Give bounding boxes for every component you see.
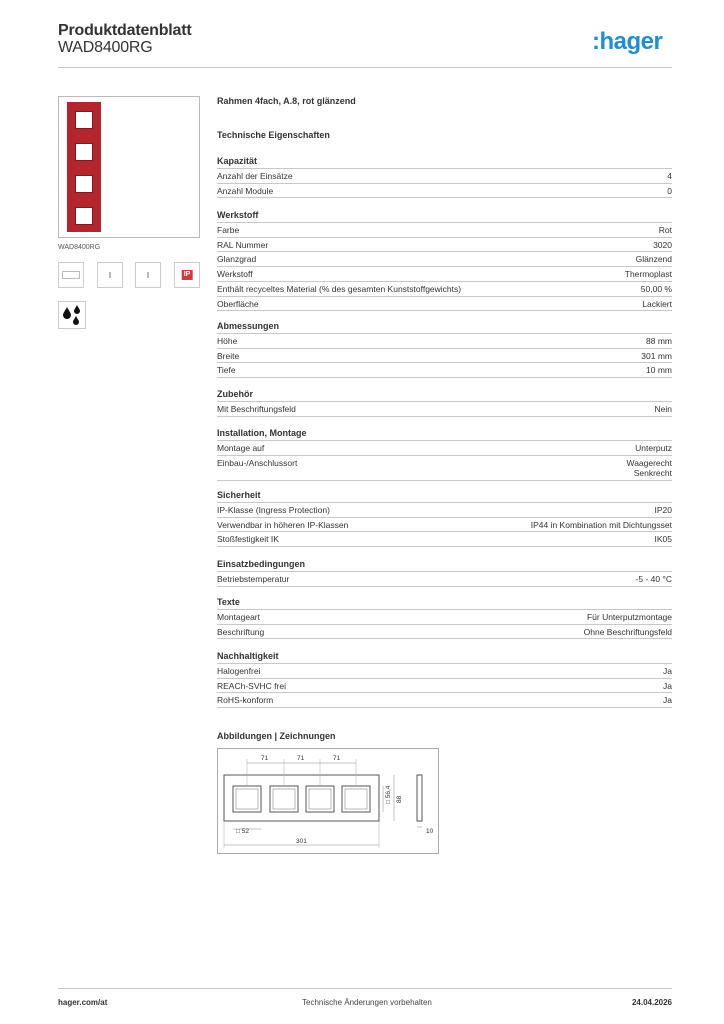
spec-value <box>663 681 672 692</box>
section-end-line <box>217 707 672 708</box>
water-drops-icon <box>58 301 86 329</box>
spec-value-line: Glänzend <box>635 254 672 265</box>
technical-drawing <box>217 748 439 854</box>
spec-key: Anzahl Module <box>217 185 274 196</box>
spec-key: Werkstoff <box>217 269 253 280</box>
spec-row <box>217 624 672 639</box>
spec-value <box>587 612 672 623</box>
image-caption: WAD8400RG <box>58 244 101 251</box>
spec-row <box>217 222 672 237</box>
section-title: Nachhaltigkeit <box>217 651 279 661</box>
dim-height: 88 <box>396 795 403 803</box>
spec-row <box>217 401 672 416</box>
spec-value-line: Nein <box>654 404 672 414</box>
section-end-line <box>217 546 672 547</box>
spec-value-line: Ja <box>663 695 672 706</box>
spec-key: Anzahl der Einsätze <box>217 171 293 181</box>
single-bar-icon <box>135 262 161 288</box>
dim-pitch-2: 71 <box>297 755 305 762</box>
frame-opening <box>75 143 93 161</box>
spec-value <box>667 171 672 182</box>
spec-row <box>217 531 672 546</box>
spec-key: RAL Nummer <box>217 239 269 250</box>
frame-opening <box>75 207 93 225</box>
spec-key: Montageart <box>217 612 260 622</box>
spec-value-line: 50,00 % <box>640 283 672 294</box>
article-number: WAD8400RG <box>58 39 153 56</box>
spec-row <box>217 663 672 678</box>
spec-key: Farbe <box>217 225 240 235</box>
spec-value-line: 4 <box>667 171 672 181</box>
section-end-line <box>217 416 672 417</box>
spec-value <box>636 574 672 585</box>
frame-opening <box>75 111 93 129</box>
spec-value-line: Rot <box>658 225 672 235</box>
spec-key: Beschriftung <box>217 626 265 637</box>
page-title: Produktdatenblatt <box>58 22 192 39</box>
spec-value <box>655 505 673 516</box>
spec-value <box>659 225 672 236</box>
section-title: Zubehör <box>217 389 253 399</box>
spec-value-line: 301 mm <box>641 350 672 361</box>
spec-value <box>663 695 672 706</box>
spec-value-line: 10 mm <box>646 365 672 376</box>
dim-inner: □ 56,4 <box>385 785 392 804</box>
spec-value-line: -5 - 40 °C <box>635 574 672 584</box>
spec-row <box>217 296 672 311</box>
spec-row <box>217 678 672 693</box>
section-title: Texte <box>217 597 240 607</box>
dim-pitch-1: 71 <box>261 755 269 762</box>
section-end-line <box>217 197 672 198</box>
dim-pitch-3: 71 <box>333 755 341 762</box>
tech-heading: Technische Eigenschaften <box>217 130 330 140</box>
spec-value <box>584 627 672 638</box>
section-end-line <box>217 480 672 481</box>
spec-value-line: Thermoplast <box>624 269 672 280</box>
spec-value <box>641 351 672 362</box>
spec-value-line: IP20 <box>654 505 672 515</box>
footer-note: Technische Änderungen vorbehalten <box>302 998 432 1007</box>
spec-value <box>626 458 672 479</box>
spec-key: Halogenfrei <box>217 666 261 676</box>
dim-depth: 10 <box>426 828 434 835</box>
spec-row <box>217 281 672 296</box>
section-end-line <box>217 638 672 639</box>
footer-date: 24.04.2026 <box>631 998 672 1007</box>
single-bar-icon <box>97 262 123 288</box>
spec-value-line: IP44 in Kombination mit Dichtungsset <box>530 519 672 530</box>
section-title: Abmessungen <box>217 321 280 331</box>
spec-value-line: Für Unterputzmontage <box>586 612 672 622</box>
section-end-line <box>217 586 672 587</box>
spec-value-line: Ja <box>663 666 672 676</box>
spec-value-line: Senkrecht <box>633 468 672 479</box>
spec-value <box>642 299 672 310</box>
spec-key: Stoßfestigkeit IK <box>217 534 279 545</box>
drawings-title: Abbildungen | Zeichnungen <box>217 731 336 741</box>
spec-value <box>636 254 672 265</box>
section-title: Sicherheit <box>217 490 261 500</box>
spec-row <box>217 502 672 517</box>
section-end-line <box>217 377 672 378</box>
section-title: Einsatzbedingungen <box>217 559 306 569</box>
frame-outline-icon <box>58 262 84 288</box>
spec-value <box>667 186 672 197</box>
spec-key: Höhe <box>217 336 238 346</box>
spec-key: Betriebstemperatur <box>217 574 290 584</box>
spec-value <box>653 240 672 251</box>
spec-key: Einbau-/Anschlussort <box>217 457 298 468</box>
spec-row <box>217 168 672 183</box>
spec-key: Tiefe <box>217 365 236 376</box>
spec-value <box>663 666 672 677</box>
spec-value <box>531 520 672 531</box>
spec-key: Montage auf <box>217 443 265 453</box>
spec-row <box>217 440 672 455</box>
spec-key: IP-Klasse (Ingress Protection) <box>217 505 330 515</box>
spec-row <box>217 237 672 252</box>
spec-value <box>625 269 672 280</box>
spec-row <box>217 266 672 281</box>
header-divider <box>58 67 672 68</box>
section-end-line <box>217 310 672 311</box>
product-image <box>58 96 200 238</box>
ip-badge-icon: IP <box>174 262 200 288</box>
red-frame <box>67 102 101 232</box>
spec-row <box>217 571 672 586</box>
footer-divider <box>58 988 672 989</box>
spec-value-line: 88 mm <box>646 336 672 346</box>
spec-row <box>217 517 672 532</box>
spec-value <box>655 534 673 545</box>
spec-value-line: Ohne Beschriftungsfeld <box>583 626 672 637</box>
hager-logo: :hager <box>592 28 663 55</box>
spec-row <box>217 609 672 624</box>
product-description: Rahmen 4fach, A.8, rot glänzend <box>217 96 356 106</box>
spec-value-line: Unterputz <box>635 443 672 453</box>
spec-key: Mit Beschriftungsfeld <box>217 404 296 414</box>
spec-row <box>217 251 672 266</box>
spec-value <box>635 443 672 454</box>
section-title: Installation, Montage <box>217 428 307 438</box>
spec-key: Enthält recyceltes Material (% des gesamten Kunststoffgewichts) <box>217 283 462 294</box>
spec-value <box>641 284 672 295</box>
spec-value-line: 0 <box>667 185 672 196</box>
spec-row <box>217 183 672 198</box>
spec-row <box>217 455 672 480</box>
spec-value-line: 3020 <box>653 239 672 250</box>
spec-value-line: IK05 <box>654 534 672 545</box>
spec-value <box>655 404 672 415</box>
spec-key: Oberfläche <box>217 298 259 309</box>
spec-value <box>646 365 672 376</box>
spec-key: Verwendbar in höheren IP-Klassen <box>217 519 349 530</box>
spec-key: Breite <box>217 350 240 361</box>
section-title: Werkstoff <box>217 210 259 220</box>
spec-value-line: Lackiert <box>642 298 672 309</box>
spec-value <box>646 336 672 347</box>
spec-value-line: Waagerecht <box>626 457 672 468</box>
spec-value-line: Ja <box>663 680 672 691</box>
frame-opening <box>75 175 93 193</box>
spec-row <box>217 348 672 363</box>
section-title: Kapazität <box>217 156 258 166</box>
spec-row <box>217 362 672 377</box>
footer-website[interactable]: hager.com/at <box>58 998 108 1007</box>
spec-row <box>217 692 672 707</box>
spec-key: REACh-SVHC frei <box>217 680 286 691</box>
spec-key: Glanzgrad <box>217 254 257 265</box>
dim-opening: □ 52 <box>236 828 249 835</box>
spec-key: RoHS-konform <box>217 695 274 706</box>
dim-width: 301 <box>296 838 307 845</box>
spec-row <box>217 333 672 348</box>
